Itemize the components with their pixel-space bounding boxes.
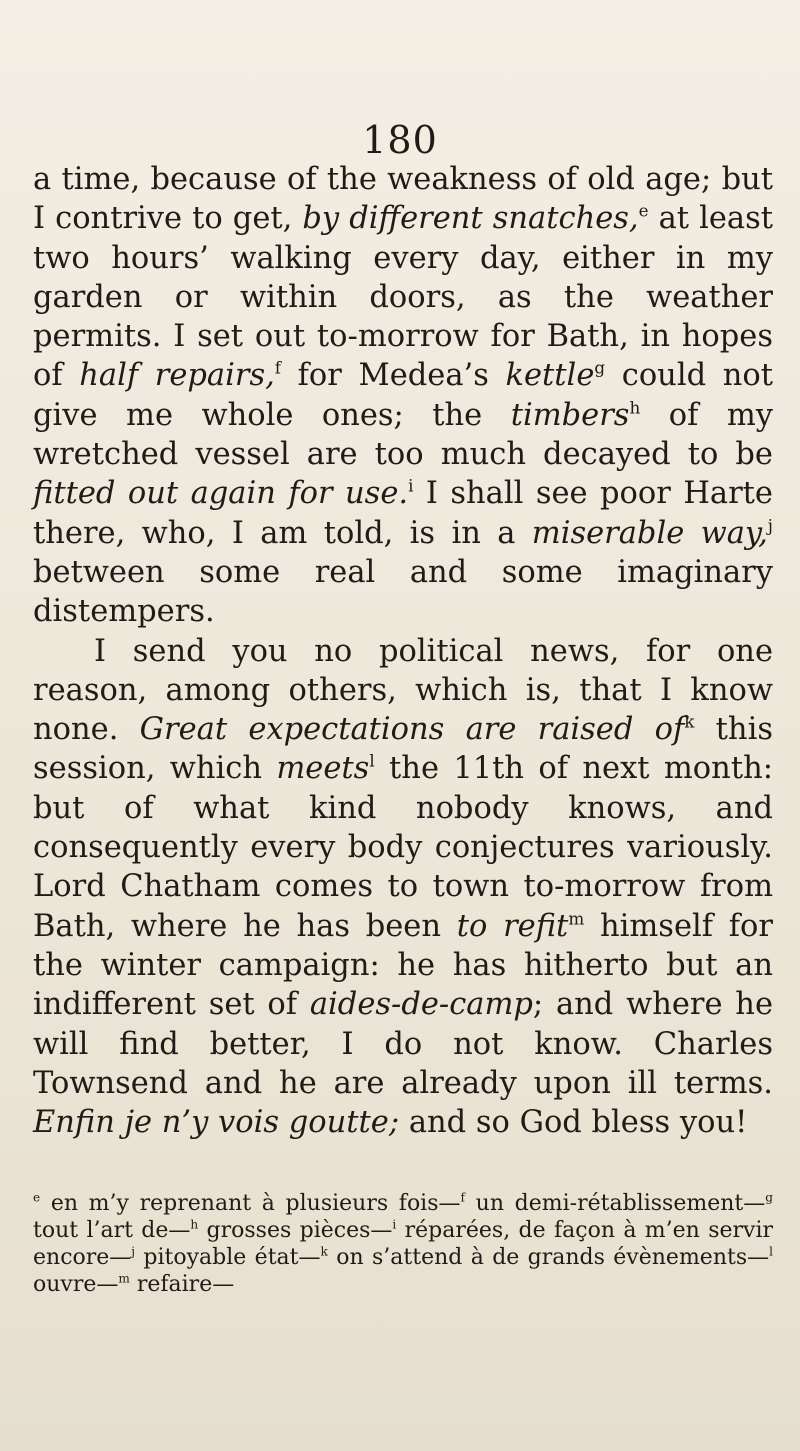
italic-phrase: aides-de-camp [309, 987, 533, 1023]
italic-phrase: timbers [510, 397, 630, 433]
footnote-marker: g [594, 357, 606, 378]
footnote-marker: m [118, 1271, 130, 1286]
text-run: and so God bless you! [399, 1105, 748, 1141]
footnote-marker: e [33, 1190, 41, 1205]
italic-phrase: fitted out again for use. [33, 476, 409, 512]
page-number: 180 [362, 118, 438, 162]
text-run: I shall see poor Harte there, who, I am told, is in a [33, 476, 773, 551]
footnote-marker: k [684, 711, 695, 732]
footnote-marker: g [765, 1190, 773, 1205]
footnotes [33, 1190, 773, 1298]
italic-phrase: kettle [505, 358, 595, 394]
paragraph-1 [33, 160, 773, 632]
text-run: un demi-rétablissement— [465, 1191, 766, 1216]
footnote-marker: k [320, 1244, 328, 1259]
text-run: a time, because of the weakness of old age; but I contrive to get, [33, 162, 773, 237]
italic-phrase: by different snatches, [302, 201, 639, 237]
footnote-marker: h [629, 397, 641, 418]
footnote-marker: h [190, 1217, 199, 1232]
text-run: of my wretched vessel are too much decayed to be [33, 397, 773, 473]
footnote-marker: f [460, 1190, 465, 1205]
italic-phrase: Enfin je n’y vois goutte; [33, 1105, 400, 1141]
footnote-marker: e [638, 200, 649, 221]
text-run: grosses pièces— [198, 1218, 393, 1243]
footnote-marker: m [568, 907, 585, 928]
text-run: for Medea’s [281, 358, 506, 394]
footnote-marker: i [408, 475, 414, 496]
italic-phrase: to refit [456, 908, 569, 944]
text-run: réparées, de façon à m’en servir encore— [33, 1218, 773, 1270]
footnote-marker: j [767, 514, 773, 535]
letter-body [33, 160, 773, 1142]
text-run: tout l’art de— [33, 1218, 191, 1243]
footnote-marker: l [769, 1244, 773, 1259]
text-run: at least two hours’ walking every day, either in my garden or within doors, as the weather permits. I set out to-morrow for Bath, in hopes of [33, 201, 773, 394]
footnote-marker: l [369, 750, 375, 771]
footnote-marker: i [392, 1217, 397, 1232]
italic-phrase: half repairs, [79, 358, 275, 394]
text-run: ouvre— [33, 1272, 119, 1297]
text-run: en m’y reprenant à plusieurs fois— [40, 1191, 461, 1216]
text-run: pitoyable état— [135, 1245, 321, 1270]
text-run: ; and where he will find better, I do not know. Charles Townsend and he are already upon ill terms. [33, 987, 773, 1101]
text-run: could not give me whole ones; the [33, 358, 773, 433]
footnote-marker: f [274, 357, 282, 378]
text-run: between some real and some imaginary distempers. [33, 554, 773, 630]
italic-phrase: miserable way, [531, 515, 768, 551]
text-run: I send you no political news, for one reason, among others, which is, that I know none. [33, 633, 773, 748]
text-run: on s’attend à de grands évènements— [327, 1245, 770, 1270]
footnote-marker: j [131, 1244, 136, 1259]
text-run: this session, which [33, 712, 773, 787]
text-run: the 11th of next month: but of what kind nobody knows, and consequently every body conjectures variously. Lord Chatham comes to town to-morrow from Bath, where he has been [33, 751, 773, 944]
text-run: refaire— [129, 1272, 235, 1297]
italic-phrase: Great expectations are raised of [139, 712, 685, 748]
italic-phrase: meets [276, 751, 370, 787]
paragraph-2 [33, 632, 773, 1143]
text-run: himself for the winter campaign: he has hitherto but an indifferent set of [33, 908, 773, 1023]
